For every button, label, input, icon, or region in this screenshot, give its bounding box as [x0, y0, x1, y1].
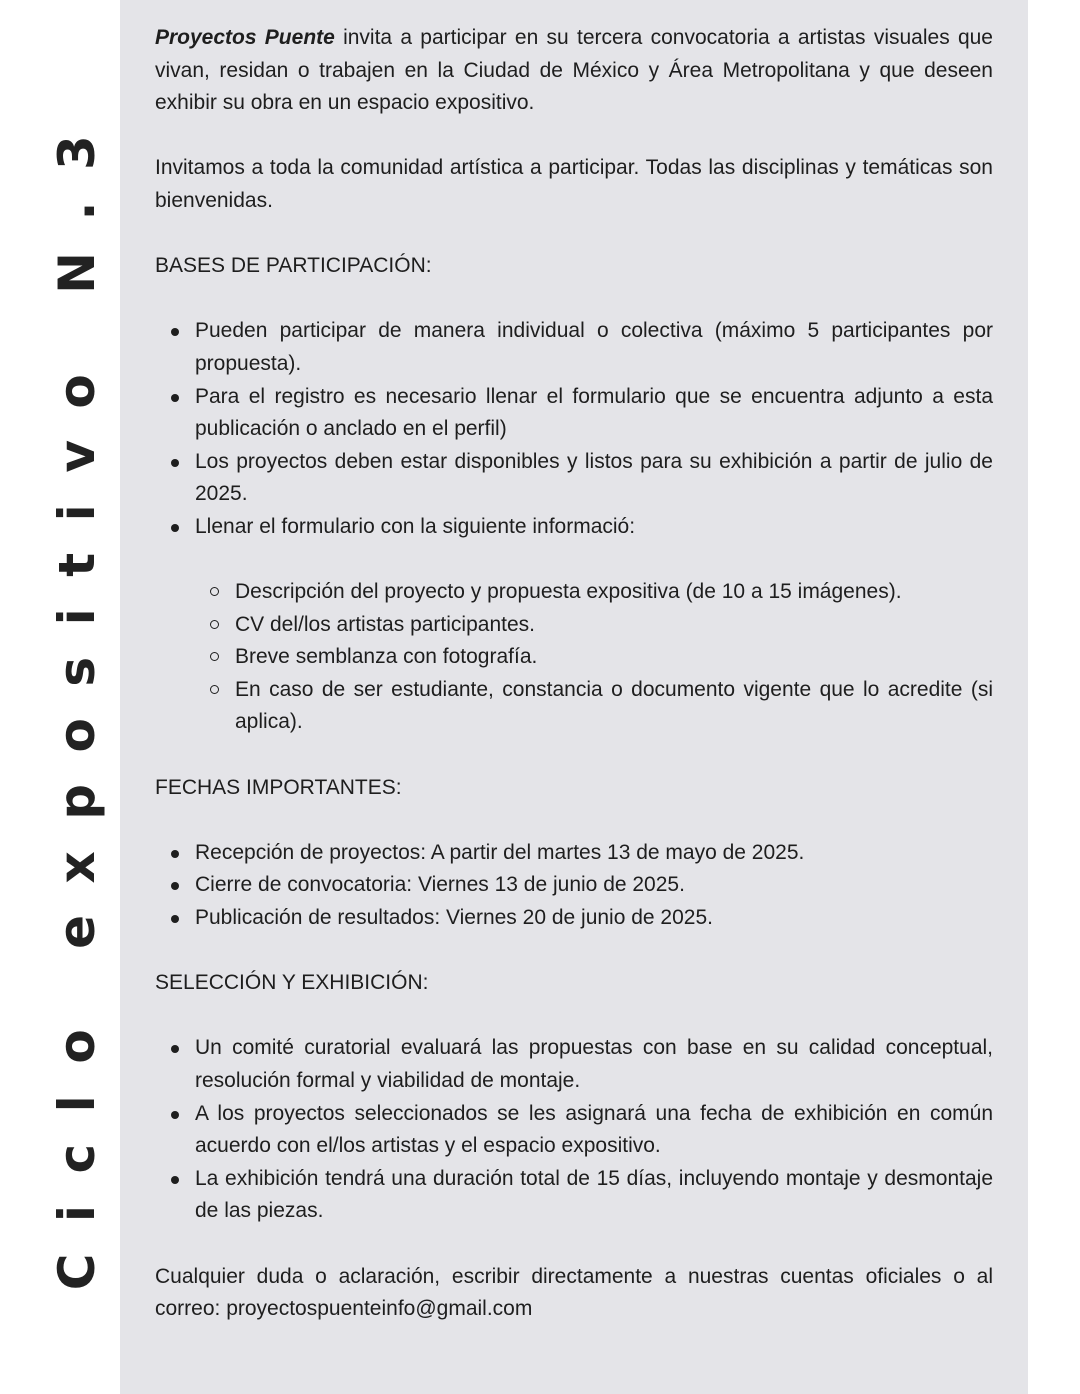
bases-heading: BASES DE PARTICIPACIÓN: [155, 254, 432, 278]
sublist-item: CV del/los artistas participantes. [235, 609, 993, 642]
list-item: Recepción de proyectos: A partir del martes 13 de mayo de 2025. [195, 837, 993, 870]
sublist-item: Breve semblanza con fotografía. [235, 641, 993, 674]
document-body [155, 22, 993, 1326]
list-item: Llenar el formulario con la siguiente informació: [195, 511, 993, 544]
contact-paragraph: Cualquier duda o aclaración, escribir directamente a nuestras cuentas oficiales o al correo: proyectospuenteinfo@gmail.com [155, 1264, 993, 1321]
vertical-title: Ciclo expositivo N.3 [48, 103, 106, 1291]
list-item: Para el registro es necesario llenar el formulario que se encuentra adjunto a esta publicación o anclado en el perfil) [195, 381, 993, 446]
list-item: Pueden participar de manera individual o colectiva (máximo 5 participantes por propuesta). [195, 315, 993, 380]
seleccion-heading: SELECCIÓN Y EXHIBICIÓN: [155, 971, 429, 995]
list-item: Un comité curatorial evaluará las propuestas con base en su calidad conceptual, resolución formal y viabilidad de montaje. [195, 1032, 993, 1097]
list-item: La exhibición tendrá una duración total de 15 días, incluyendo montaje y desmontaje de las piezas. [195, 1163, 993, 1228]
list-item: Cierre de convocatoria: Viernes 13 de junio de 2025. [195, 869, 993, 902]
fechas-list [155, 837, 993, 935]
sublist-item: Descripción del proyecto y propuesta expositiva (de 10 a 15 imágenes). [235, 576, 993, 609]
intro-text: invita a participar en su tercera convocatoria a artistas visuales que vivan, residan o trabajen en la Ciudad de México y Área Metropolitana y que deseen exhibir su obra en un espacio expositivo. [155, 26, 993, 115]
side-title-column [0, 0, 120, 1394]
invite-paragraph: Invitamos a toda la comunidad artística a participar. Todas las disciplinas y temáticas son bienvenidas. [155, 156, 993, 212]
intro-paragraph [155, 22, 993, 120]
list-item: Los proyectos deben estar disponibles y listos para su exhibición a partir de julio de 2025. [195, 446, 993, 511]
list-item: A los proyectos seleccionados se les asignará una fecha de exhibición en común acuerdo con el/los artistas y el espacio expositivo. [195, 1098, 993, 1163]
list-item: Publicación de resultados: Viernes 20 de junio de 2025. [195, 902, 993, 935]
fechas-heading: FECHAS IMPORTANTES: [155, 775, 402, 799]
brand-name: Proyectos Puente [155, 26, 335, 49]
sublist-item: En caso de ser estudiante, constancia o documento vigente que lo acredite (si aplica). [235, 674, 993, 739]
bases-list [155, 315, 993, 543]
bases-sublist [155, 576, 993, 739]
seleccion-list [155, 1032, 993, 1228]
